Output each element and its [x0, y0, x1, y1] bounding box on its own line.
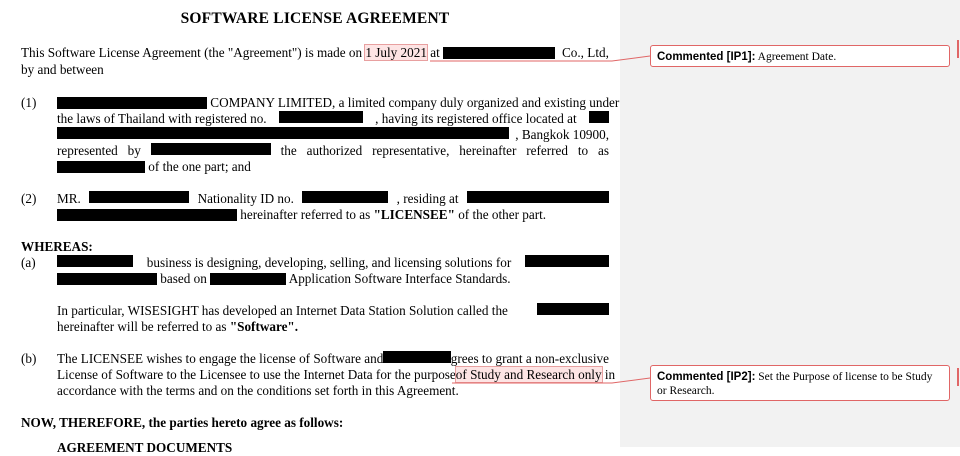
- whereas-heading: WHEREAS:: [21, 239, 93, 254]
- section-heading-partial: AGREEMENT DOCUMENTS: [57, 440, 233, 455]
- redaction: [57, 273, 157, 285]
- clause-1-line-4: represented by the authorized representative, hereinafter referred to as: [57, 143, 609, 158]
- redaction: [89, 191, 189, 203]
- intro-line-1: This Software License Agreement (the "Agreement") is made on 1 July 2021 at: [21, 45, 555, 61]
- whereas-a-para-2-line-2: hereinafter will be referred to as "Software".: [57, 319, 299, 334]
- clause-2-line-1: MR. Nationality ID no. , residing at: [57, 191, 609, 207]
- redaction: [525, 255, 609, 267]
- whereas-b-line-2: License of Software to the Licensee to use the Internet Data for the purposeof Study and Research only in: [57, 367, 616, 382]
- comment-text: Set the Purpose of license to be Study or Research.: [657, 371, 933, 397]
- redaction: [57, 127, 509, 139]
- intro-line-2: by and between: [21, 62, 104, 77]
- whereas-a-para-2-line-1: In particular, WISESIGHT has developed an Internet Data Station Solution called the: [57, 303, 609, 319]
- redaction: [467, 191, 609, 203]
- whereas-a-line-2: based on Application Software Interface Standards.: [57, 271, 511, 287]
- agreement-date[interactable]: 1 July 2021: [365, 45, 427, 60]
- whereas-b-line-1: The LICENSEE wishes to engage the license of Software and grees to grant a non-exclusive: [57, 351, 609, 366]
- clause-2-line-2: hereinafter referred to as "LICENSEE" of the other part.: [57, 207, 546, 223]
- intro-company-suffix: Co., Ltd,: [562, 45, 609, 60]
- clause-1-line-5: of the one part; and: [57, 159, 251, 175]
- comment-1-edge-marker: [957, 40, 959, 58]
- comment-text: Agreement Date.: [757, 51, 837, 63]
- redaction: [537, 303, 609, 315]
- now-therefore: NOW, THEREFORE, the parties hereto agree as follows:: [21, 415, 344, 430]
- clause-1-line-2: the laws of Thailand with registered no. , having its registered office located at: [57, 111, 609, 127]
- comment-2-edge-marker: [957, 368, 959, 386]
- comment-author: Commented [IP1]:: [657, 51, 756, 63]
- clause-1-number: (1): [21, 95, 37, 110]
- comment-card-2[interactable]: [650, 365, 950, 401]
- redaction: [57, 97, 207, 109]
- redaction: [443, 47, 555, 59]
- clause-1-line-1: COMPANY LIMITED, a limited company duly organized and existing under: [57, 95, 619, 111]
- whereas-a-line-1: business is designing, developing, selling, and licensing solutions for: [57, 255, 609, 271]
- comment-card-1[interactable]: [650, 45, 950, 67]
- whereas-b-number: (b): [21, 351, 37, 366]
- whereas-b-line-3: accordance with the terms and on the conditions set forth in this Agreement.: [57, 383, 459, 398]
- redaction: [210, 273, 286, 285]
- redaction: [302, 191, 388, 203]
- comment-author: Commented [IP2]:: [657, 371, 756, 383]
- redaction: [383, 351, 451, 363]
- clause-2-number: (2): [21, 191, 37, 206]
- redaction: [57, 209, 237, 221]
- document-title: SOFTWARE LICENSE AGREEMENT: [180, 10, 450, 27]
- clause-1-line-3: , Bangkok 10900,: [57, 127, 609, 143]
- redaction: [57, 161, 145, 173]
- redaction: [589, 111, 609, 123]
- whereas-a-number: (a): [21, 255, 36, 270]
- redaction: [57, 255, 133, 267]
- redaction: [151, 143, 271, 155]
- redaction: [279, 111, 363, 123]
- purpose-highlight[interactable]: of Study and Research only: [455, 367, 602, 382]
